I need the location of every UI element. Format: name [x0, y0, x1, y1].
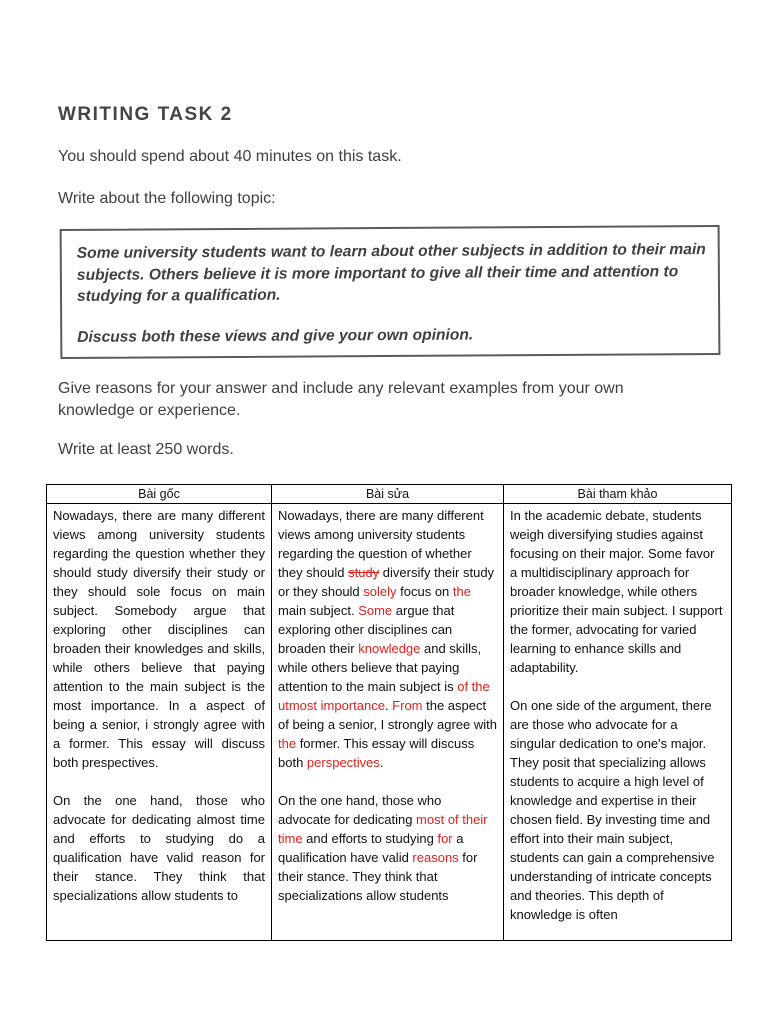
correction-insert: of the utmost importance [278, 679, 490, 713]
header-reference: Bài tham khảo [504, 485, 732, 504]
topic-instruction: Write about the following topic: [58, 190, 276, 207]
correction-insert: perspectives [306, 755, 380, 770]
correction-delete: study [348, 565, 380, 580]
prompt-question: Discuss both these views and give your own opinion. [77, 325, 474, 346]
corrected-essay-body [278, 506, 497, 938]
table-row [47, 504, 732, 941]
corrected-text: a qualification have valid [278, 831, 464, 865]
corrected-paragraph [278, 506, 497, 772]
correction-insert: From [392, 698, 423, 713]
corrected-text: On the one hand, those who advocate for dedicating [278, 793, 442, 827]
correction-insert: reasons [412, 850, 459, 865]
original-paragraph: On the one hand, those who advocate for dedicating almost time and efforts to studying do a qualification have valid reason for their stance. They think that specializations allow students to [53, 793, 265, 903]
corrected-text: Nowadays, there are many different views among university students regarding the question of whether they should [278, 508, 484, 580]
corrected-text: former. This essay will discuss both [278, 736, 475, 770]
header-original: Bài gốc [47, 485, 272, 504]
corrected-text: . [384, 698, 393, 713]
time-instruction: You should spend about 40 minutes on this task. [58, 148, 402, 165]
corrected-text: and efforts to studying [302, 831, 438, 846]
corrected-essay-cell [272, 504, 504, 941]
correction-insert: Some [358, 603, 393, 618]
word-count-instruction: Write at least 250 words. [58, 441, 234, 458]
original-essay-cell [47, 504, 272, 941]
correction-insert: solely [363, 584, 397, 599]
table-header-row [47, 485, 732, 504]
corrected-text: for their stance. They think that specializations allow students [278, 850, 478, 903]
original-paragraph: Nowadays, there are many different views among university students regarding the question whether they should study diversify their study or they should sole focus on main subject. Somebody argue that exploring other disciplines can broaden their knowledges and skills, while others believe that paying attention to the main subject is the most importance. In a aspect of being a senior, i strongly agree with a former. This essay will discuss both prespectives. [53, 508, 265, 770]
correction-insert: knowledge [358, 641, 421, 656]
corrected-text: diversify their study or they should [278, 565, 495, 599]
writing-task-section [0, 0, 768, 480]
task-title: WRITING TASK 2 [58, 104, 233, 125]
reasons-instruction: Give reasons for your answer and include any relevant examples from your own knowledge or experience. [58, 380, 624, 419]
essay-prompt [77, 239, 708, 348]
reference-essay-cell [504, 504, 732, 941]
prompt-paragraph: Some university students want to learn about other subjects in addition to their main subjects. Others believe it is more important to give all their time and attention to studying for a qualification. [76, 241, 706, 305]
correction-insert: most of their time [278, 812, 488, 846]
corrected-paragraph [278, 791, 497, 905]
corrected-text: and skills, while others believe that paying attention to the main subject is [278, 641, 482, 694]
essay-comparison-table [46, 484, 732, 941]
corrected-text: main subject. [278, 603, 359, 618]
corrected-text: the aspect of being a senior, I strongly agree with [278, 698, 497, 732]
reference-paragraph: In the academic debate, students weigh diversifying studies against focusing on their major. Some favor a multidisciplinary approach for broader knowledge, while others prioritize their main subject. I support the former, advocating for varied learning to enhance skills and adaptability. [510, 508, 723, 675]
header-corrected: Bài sửa [272, 485, 504, 504]
corrected-text: . [379, 755, 384, 770]
corrected-text: focus on [396, 584, 453, 599]
correction-insert: the [452, 584, 471, 599]
corrected-text: argue that exploring other disciplines can broaden their [278, 603, 455, 656]
reference-paragraph: On one side of the argument, there are those who advocate for a singular dedication to one's major. They posit that specializing allows students to acquire a high level of knowledge and expertise in their chosen field. By investing time and effort into their main subject, students can gain a comprehensive understanding of intricate concepts and theories. This depth of knowledge is often [510, 698, 715, 922]
correction-insert: the [278, 736, 297, 751]
essay-prompt-box [60, 225, 721, 359]
correction-insert: for [437, 831, 453, 846]
